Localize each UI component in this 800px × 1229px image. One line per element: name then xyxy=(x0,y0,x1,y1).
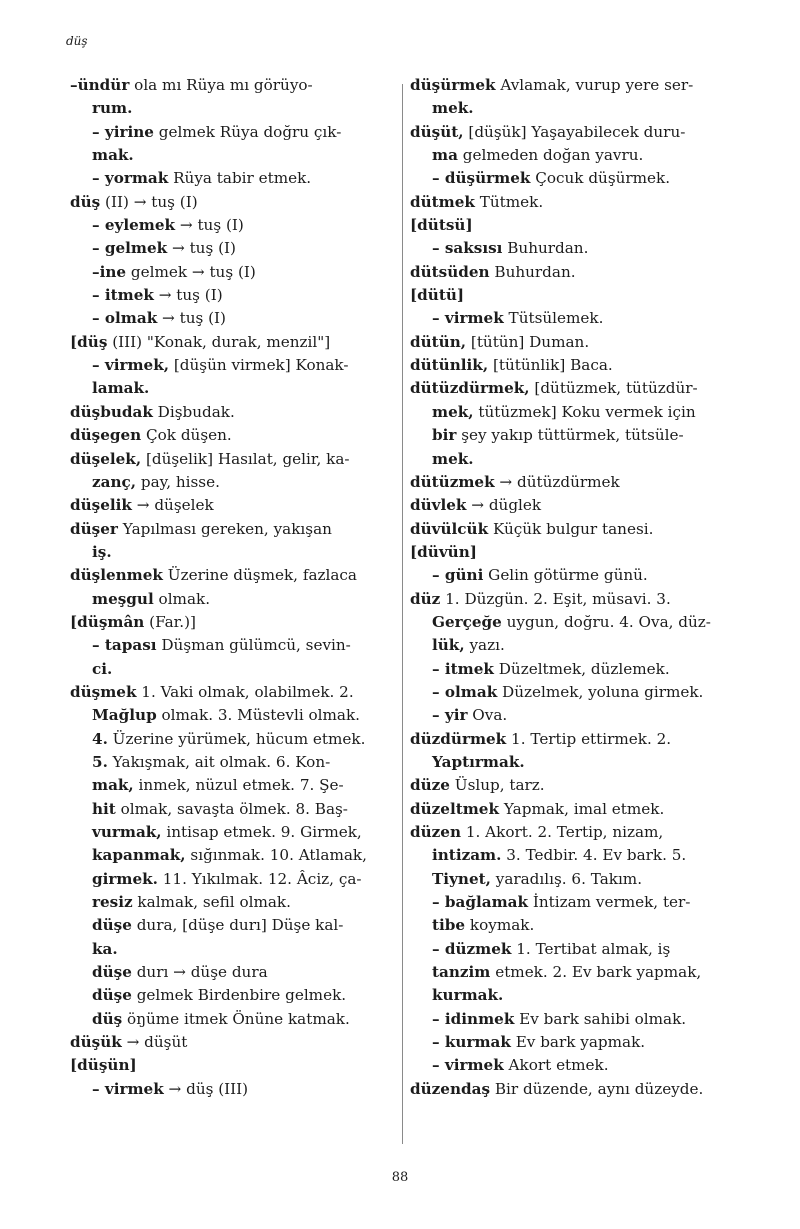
entry-line: – virmek Akort etmek. xyxy=(432,1056,609,1075)
entry-line: dütüzdürmek, [dütüzmek, tütüzdür- xyxy=(410,379,698,398)
entry-line: düze Üslup, tarz. xyxy=(410,776,545,795)
entry-line: ci. xyxy=(92,659,113,678)
entry-line: kurmak. xyxy=(432,986,504,1005)
entry-line: lamak. xyxy=(92,379,150,398)
entry-line: meşgul olmak. xyxy=(92,589,211,608)
entry-line: – virmek, [düşün virmek] Konak- xyxy=(92,356,349,375)
entry-line: – tapası Düşman gülümcü, sevin- xyxy=(92,636,351,655)
entry-line: kapanmak, sığınmak. 10. Atlamak, xyxy=(92,846,367,865)
entry-line: – düşürmek Çocuk düşürmek. xyxy=(432,169,671,188)
entry-line: ka. xyxy=(92,939,118,958)
entry-line: resiz kalmak, sefil olmak. xyxy=(92,893,291,912)
entry-line: dütün, [tütün] Duman. xyxy=(410,332,590,351)
entry-line: düvülcük Küçük bulgur tanesi. xyxy=(410,519,654,538)
entry-line: dütünlik, [tütünlik] Baca. xyxy=(410,356,613,375)
entry-line: düz 1. Düzgün. 2. Eşit, müsavi. 3. xyxy=(410,589,671,608)
entry-line: bir şey yakıp tüttürmek, tütsüle- xyxy=(432,426,684,445)
entry-line: – olmak → tuş (I) xyxy=(92,309,226,328)
entry-line: düşe durı → düşe dura xyxy=(92,963,268,982)
entry-line: düşürmek Avlamak, vurup yere ser- xyxy=(410,76,694,94)
entry-line: hit olmak, savaşta ölmek. 8. Baş- xyxy=(92,799,348,818)
entry-line: düşlenmek Üzerine düşmek, fazlaca xyxy=(70,566,357,585)
entry-line: vurmak, intisap etmek. 9. Girmek, xyxy=(92,823,362,841)
entry-line: mak, inmek, nüzul etmek. 7. Şe- xyxy=(92,776,344,795)
entry-line: mek. xyxy=(432,449,474,468)
entry-line: Yaptırmak. xyxy=(432,752,525,771)
entry-line: –ündür ola mı Rüya mı görüyo- xyxy=(70,76,313,94)
entry-line: 4. Üzerine yürümek, hücum etmek. xyxy=(92,729,366,748)
entry-line: – saksısı Buhurdan. xyxy=(432,239,589,258)
entry-line: – yormak Rüya tabir etmek. xyxy=(92,169,312,188)
entry-line: – eylemek → tuş (I) xyxy=(92,216,244,235)
left-column xyxy=(70,74,404,1101)
entry-line: iş. xyxy=(92,542,112,561)
entry-line: düş öŋüme itmek Önüne katmak. xyxy=(92,1009,350,1028)
entry-line: – olmak Düzelmek, yoluna girmek. xyxy=(432,682,704,701)
entry-line: düşer Yapılması gereken, yakışan xyxy=(70,519,332,538)
entry-line: Tiynet, yaradılış. 6. Takım. xyxy=(432,869,643,888)
entry-line: tanzim etmek. 2. Ev bark yapmak, xyxy=(432,963,702,982)
entry-line: – virmek → düş (III) xyxy=(92,1079,249,1098)
entry-line: – güni Gelin götürme günü. xyxy=(432,566,648,585)
entry-line: –ine gelmek → tuş (I) xyxy=(92,262,256,281)
entry-line: mak. xyxy=(92,146,134,165)
entry-line: 5. Yakışmak, ait olmak. 6. Kon- xyxy=(92,752,331,771)
entry-line: dütsüden Buhurdan. xyxy=(410,262,576,281)
entry-line: düzeltmek Yapmak, imal etmek. xyxy=(410,799,665,818)
column-divider xyxy=(402,84,403,1144)
entry-line: mek. xyxy=(432,99,474,118)
entry-line: düşegen Çok düşen. xyxy=(70,426,232,445)
entry-line: Gerçeğe uygun, doğru. 4. Ova, düz- xyxy=(432,612,711,631)
entry-line: zanç, pay, hisse. xyxy=(92,472,220,491)
entry-line: düzendaş Bir düzende, aynı düzeyde. xyxy=(410,1079,704,1098)
entry-line: düşbudak Dişbudak. xyxy=(70,402,235,421)
entry-line: düşük → düşüt xyxy=(70,1033,188,1052)
entry-line: – yir Ova. xyxy=(432,706,508,725)
entry-line: düş (II) → tuş (I) xyxy=(70,192,198,211)
entry-line: ma gelmeden doğan yavru. xyxy=(432,146,644,165)
entry-line: [düş (III) "Konak, durak, menzil"] xyxy=(70,332,331,351)
entry-line: düşe gelmek Birdenbire gelmek. xyxy=(92,986,347,1005)
entry-line: düşmek 1. Vaki olmak, olabilmek. 2. xyxy=(70,682,354,701)
entry-line: düzdürmek 1. Tertip ettirmek. 2. xyxy=(410,729,672,748)
entry-line: düşelek, [düşelik] Hasılat, gelir, ka- xyxy=(70,449,350,468)
entry-line: – virmek Tütsülemek. xyxy=(432,309,604,328)
running-head: düş xyxy=(66,34,88,48)
entry-line: tibe koymak. xyxy=(432,916,535,935)
entry-line: mek, tütüzmek] Koku vermek için xyxy=(432,402,696,421)
entry-line: [düşmân (Far.)] xyxy=(70,612,196,631)
entry-line: – kurmak Ev bark yapmak. xyxy=(432,1033,646,1052)
right-column xyxy=(410,74,740,1101)
entry-line: – yirine gelmek Rüya doğru çık- xyxy=(92,122,342,141)
page-number: 88 xyxy=(391,1170,409,1185)
entry-line: – itmek Düzeltmek, düzlemek. xyxy=(432,659,670,678)
entry-line: – idinmek Ev bark sahibi olmak. xyxy=(432,1009,687,1028)
entry-line: – itmek → tuş (I) xyxy=(92,286,223,305)
entry-line: düşe dura, [düşe durı] Düşe kal- xyxy=(92,916,344,935)
entry-line: [düvün] xyxy=(410,542,477,561)
entry-line: düşüt, [düşük] Yaşayabilecek duru- xyxy=(410,122,686,141)
entry-line: [düşün] xyxy=(70,1056,137,1075)
entry-line: düzen 1. Akort. 2. Tertip, nizam, xyxy=(410,823,664,841)
entry-line: düvlek → düglek xyxy=(410,496,542,515)
entry-line: intizam. 3. Tedbir. 4. Ev bark. 5. xyxy=(432,846,687,865)
entry-line: – düzmek 1. Tertibat almak, iş xyxy=(432,939,671,958)
entry-line: [dütü] xyxy=(410,286,465,305)
entry-line: lük, yazı. xyxy=(432,636,505,655)
entry-line: girmek. 11. Yıkılmak. 12. Âciz, ça- xyxy=(92,869,362,888)
entry-line: [dütsü] xyxy=(410,216,473,235)
entry-line: – bağlamak İntizam vermek, ter- xyxy=(432,893,691,912)
entry-line: düşelik → düşelek xyxy=(70,496,214,515)
entry-line: dütmek Tütmek. xyxy=(410,192,544,211)
entry-line: Mağlup olmak. 3. Müstevli olmak. xyxy=(92,706,360,725)
entry-line: – gelmek → tuş (I) xyxy=(92,239,236,258)
entry-line: rum. xyxy=(92,99,133,118)
entry-line: dütüzmek → dütüzdürmek xyxy=(410,472,620,491)
